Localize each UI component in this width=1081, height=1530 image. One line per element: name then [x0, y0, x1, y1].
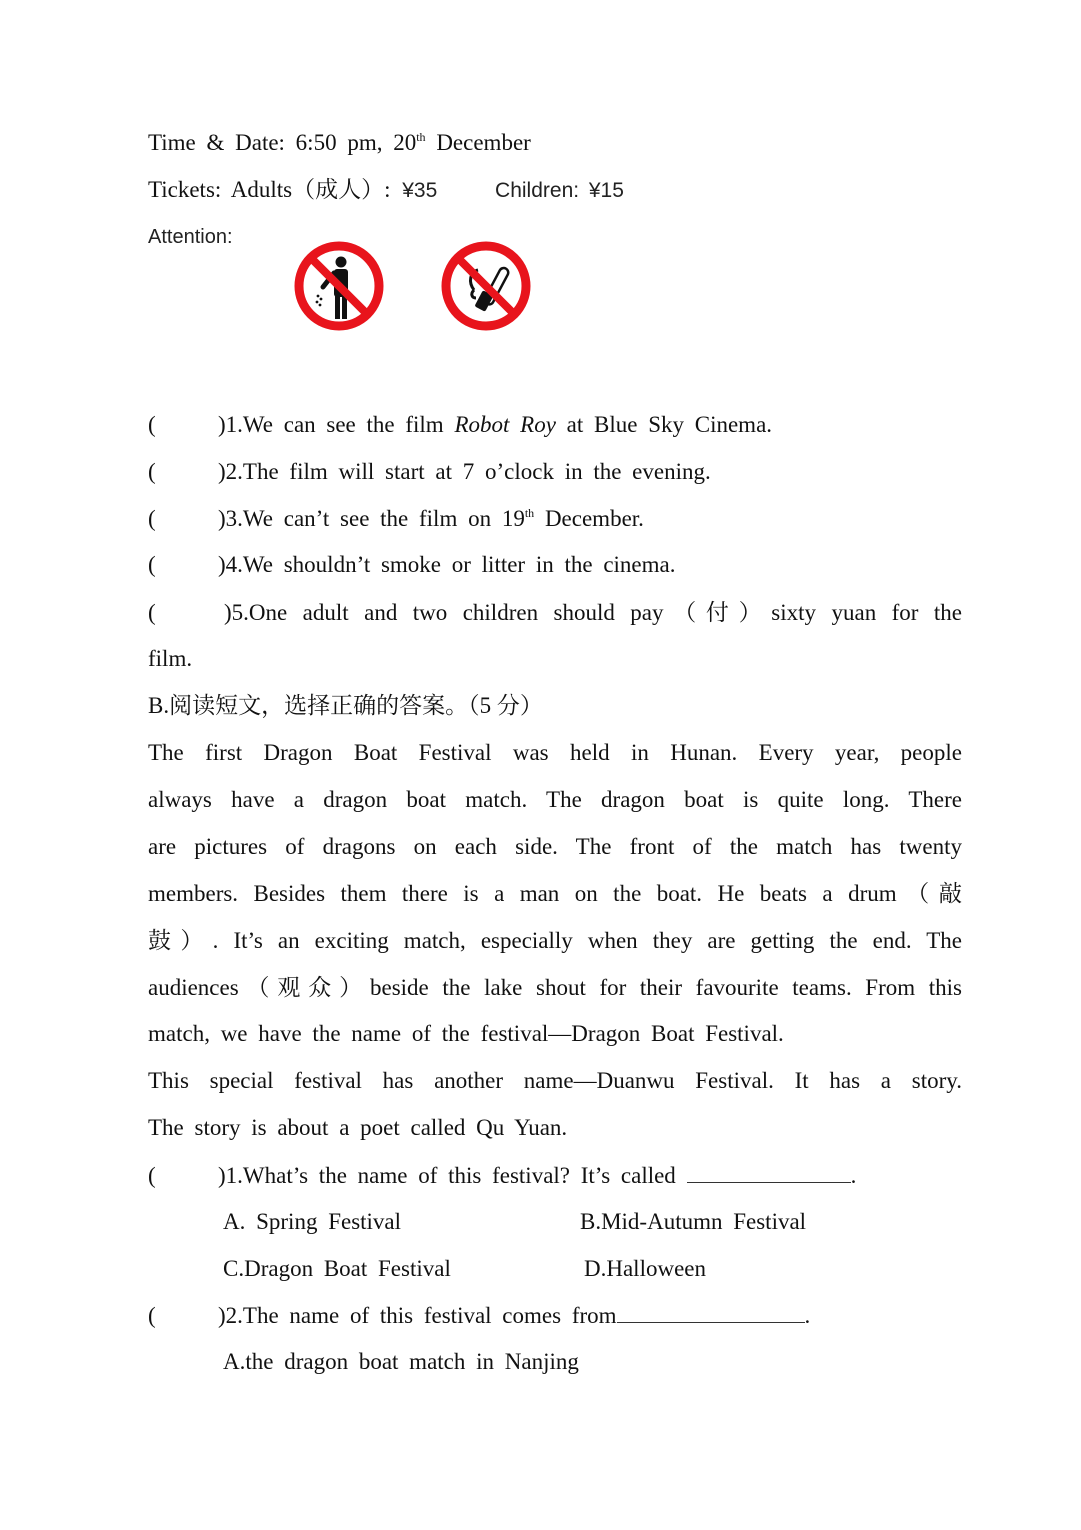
question-b2 — [148, 1300, 810, 1331]
answer-blank[interactable]: ( — [148, 459, 156, 484]
option-a[interactable]: A. Spring Festival — [223, 1209, 402, 1234]
option-b[interactable]: B.Mid-Autumn Festival — [580, 1209, 807, 1234]
question-end: . — [850, 1163, 857, 1188]
question-a5-continuation: film. — [148, 646, 193, 671]
time-date-text: Time & Date: 6:50 pm, 20 — [148, 130, 417, 155]
answer-blank[interactable]: ( — [148, 552, 156, 577]
adult-price: ¥35 — [402, 179, 438, 202]
section-b-heading: B.阅读短文，选择正确的答案。（5 分） — [148, 693, 543, 718]
passage-line: The story is about a poet called Qu Yuan. — [148, 1115, 568, 1140]
question-text: )2.The film will start at 7 o’clock in the evening. — [218, 459, 711, 484]
passage-line: This special festival has another name—Duanwu Festival. It has a story. — [148, 1068, 962, 1093]
tickets-label: Tickets: Adults（成人）: — [148, 177, 391, 202]
ordinal-suffix: th — [416, 130, 426, 144]
option-c[interactable]: C.Dragon Boat Festival — [223, 1256, 451, 1281]
passage-line: are pictures of dragons on each side. The front of the match has twenty — [148, 834, 962, 859]
answer-blank[interactable]: ( — [148, 506, 156, 531]
question-text: )1.We can see the film — [218, 412, 455, 437]
time-date-month: December — [425, 130, 531, 155]
question-text: at Blue Sky Cinema. — [555, 412, 773, 437]
children-price: ¥15 — [588, 179, 624, 202]
passage-line: 鼓）. It’s an exciting match, especially when they are getting the end. The — [148, 928, 962, 953]
time-date-line — [148, 128, 531, 158]
question-a1 — [148, 410, 772, 440]
passage-line: always have a dragon boat match. The dragon boat is quite long. There — [148, 787, 962, 812]
answer-blank[interactable]: ( — [148, 1163, 156, 1188]
passage-line: members. Besides them there is a man on the boat. He beats a drum（敲 — [148, 881, 962, 906]
answer-blank[interactable]: ( — [148, 600, 156, 625]
options-row — [223, 1254, 983, 1284]
no-littering-icon — [293, 240, 385, 332]
question-text: )1.What’s the name of this festival? It’s called — [218, 1163, 687, 1188]
answer-blank[interactable]: ( — [148, 1303, 156, 1328]
question-text: )2.The name of this festival comes from — [218, 1303, 617, 1328]
answer-blank[interactable]: ( — [148, 412, 156, 437]
passage-line: The first Dragon Boat Festival was held in Hunan. Every year, people — [148, 740, 962, 765]
ordinal-suffix: th — [524, 506, 535, 520]
question-a2 — [148, 457, 711, 487]
question-a3 — [148, 504, 644, 534]
no-smoking-icon — [440, 240, 532, 332]
option-d[interactable]: D.Halloween — [584, 1256, 706, 1281]
fill-blank[interactable] — [687, 1160, 851, 1183]
question-text: )4.We shouldn’t smoke or litter in the cinema. — [218, 552, 676, 577]
question-text: )3.We can’t see the film on 19 — [218, 506, 525, 531]
attention-label: Attention: — [148, 226, 233, 248]
children-label: Children: — [495, 179, 580, 202]
question-text: December. — [534, 506, 644, 531]
option-a[interactable]: A.the dragon boat match in Nanjing — [223, 1349, 579, 1374]
film-title: Robot Roy — [454, 412, 556, 437]
tickets-line — [148, 175, 624, 206]
fill-blank[interactable] — [617, 1300, 805, 1323]
question-text: )5.One adult and two children should pay（付）sixty yuan for the — [224, 600, 962, 625]
question-end: . — [804, 1303, 811, 1328]
passage-line: match, we have the name of the festival—Dragon Boat Festival. — [148, 1021, 784, 1046]
passage-line: audiences（观众）beside the lake shout for their favourite teams. From this — [148, 975, 962, 1000]
question-b1 — [148, 1160, 856, 1191]
options-row — [223, 1207, 983, 1237]
question-a4 — [148, 550, 676, 580]
question-a5 — [148, 598, 962, 628]
